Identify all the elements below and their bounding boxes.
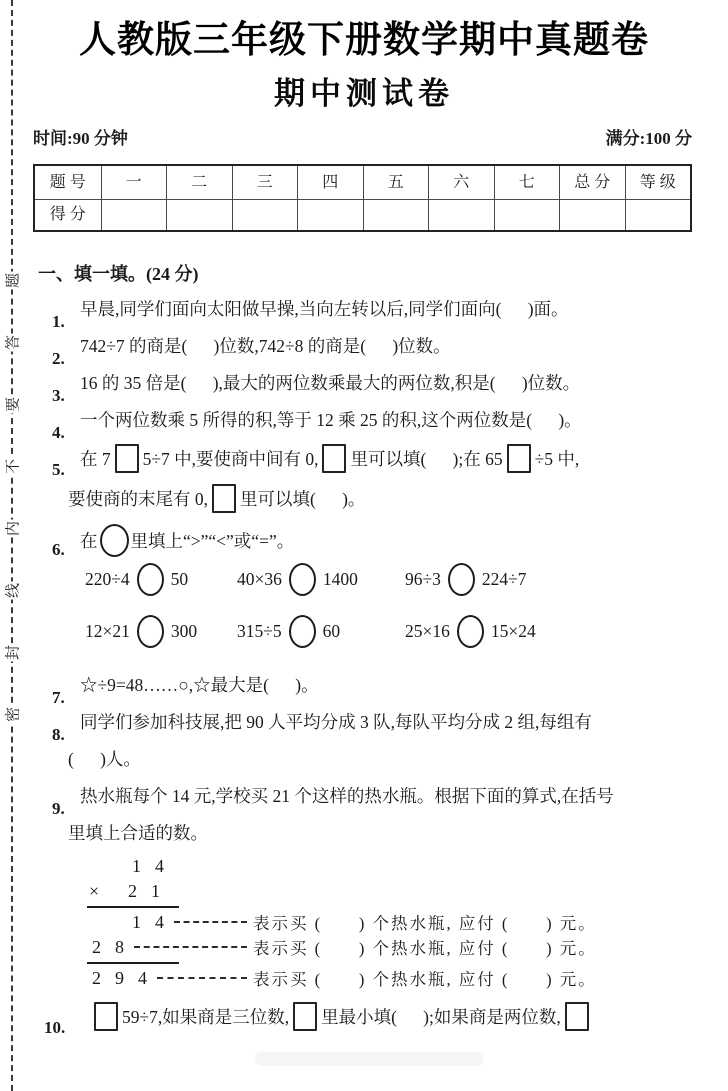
- dash-leader: [174, 921, 247, 923]
- digit: 1: [151, 880, 160, 901]
- question-list: [38, 296, 704, 1037]
- digit: 1: [132, 855, 141, 876]
- score-table-cell-empty: [101, 200, 167, 230]
- score-table-cell-empty: [625, 200, 691, 230]
- annotation-text: 表示买 ( ) 个热水瓶, 应付 ( ) 元。: [253, 970, 597, 990]
- scan-artifact: [255, 1052, 483, 1066]
- question-line: [38, 820, 704, 846]
- comparison-item: [85, 615, 197, 648]
- mult-digits: [85, 968, 253, 989]
- exam-info-row: [0, 124, 728, 149]
- score-table-cell: 三: [232, 166, 298, 200]
- score-table-cell: 四: [297, 166, 363, 200]
- comparison-left-expression: 96÷3: [405, 568, 441, 589]
- score-table-cell-empty: [297, 200, 363, 230]
- seal-char: 内: [0, 520, 27, 538]
- score-table-cell-empty: [166, 200, 232, 230]
- comparison-item: [405, 615, 536, 648]
- dash-leader: [134, 946, 247, 948]
- compare-circle: [137, 615, 164, 648]
- annotation-text: 表示买 ( ) 个热水瓶, 应付 ( ) 元。: [253, 914, 597, 934]
- question-2: [38, 333, 704, 368]
- question-line: [38, 524, 704, 557]
- score-table-row: [35, 166, 690, 200]
- seal-dashed-line: [11, 0, 13, 1091]
- mult-digits: [85, 937, 253, 958]
- score-table-cell-empty: [428, 200, 494, 230]
- question-number: 6.: [52, 539, 65, 559]
- fill-box: [565, 1002, 589, 1031]
- score-table-cell: 五: [363, 166, 429, 200]
- question-number: 4.: [52, 422, 65, 442]
- mult-digits: [85, 912, 253, 933]
- question-1: [38, 296, 704, 331]
- question-line: [38, 709, 704, 735]
- digit: 4: [155, 911, 164, 932]
- mult-row-product: [85, 966, 704, 991]
- comparison-left-expression: 315÷5: [237, 620, 282, 641]
- compare-circle: [289, 615, 316, 648]
- score-table: [33, 164, 692, 232]
- question-3: [38, 370, 704, 405]
- question-text: 在 7: [80, 448, 111, 469]
- digit: 9: [115, 967, 124, 988]
- digit: 2: [92, 936, 101, 957]
- digit: 1: [132, 911, 141, 932]
- question-text: 5÷7 中,要使商中间有 0,: [142, 448, 319, 469]
- score-table-cell-empty: [363, 200, 429, 230]
- question-text: 里可以填( )。: [240, 488, 366, 509]
- compare-circle: [457, 615, 484, 648]
- seal-strip: [0, 0, 28, 1091]
- question-number: 2.: [52, 348, 65, 368]
- seal-char: 线: [0, 582, 27, 600]
- score-table-cell: 二: [166, 166, 232, 200]
- score-table-cell: 六: [428, 166, 494, 200]
- score-table-cell-empty: [559, 200, 625, 230]
- mult-digits: [85, 856, 253, 877]
- question-text: 同学们参加科技展,把 90 人平均分成 3 队,每队平均分成 2 组,每组有: [80, 711, 592, 732]
- question-number: 9.: [52, 798, 65, 818]
- question-line: [38, 370, 704, 396]
- question-text: ☆÷9=48……○,☆最大是( )。: [80, 674, 319, 695]
- comparison-right-expression: 1400: [322, 568, 358, 589]
- section-one: [38, 263, 704, 1037]
- seal-char: 封: [0, 644, 27, 662]
- digit: 8: [115, 936, 124, 957]
- seal-char: 题: [0, 272, 27, 290]
- question-line: [38, 444, 704, 473]
- question-text: 里最小填( );如果商是两位数,: [321, 1006, 561, 1027]
- digit: 4: [138, 967, 147, 988]
- question-text: 一个两位数乘 5 所得的积,等于 12 乘 25 的积,这个两位数是( )。: [80, 409, 582, 430]
- time-limit-label: 时间:90 分钟: [33, 128, 128, 148]
- compare-circle: [289, 563, 316, 596]
- question-9: [38, 783, 704, 846]
- annotation-text: 表示买 ( ) 个热水瓶, 应付 ( ) 元。: [253, 939, 597, 959]
- seal-char: 要: [0, 396, 27, 414]
- question-line: [38, 407, 704, 433]
- comparison-item: [237, 615, 340, 648]
- question-line: [38, 672, 704, 698]
- question-text: 里填上“>”“<”或“=”。: [130, 530, 295, 551]
- score-table-cell-empty: [494, 200, 560, 230]
- seal-char: 密: [0, 706, 27, 724]
- fill-box: [507, 444, 531, 473]
- mult-row-partial1: [85, 910, 704, 935]
- question-text: 在: [80, 530, 98, 551]
- comparison-left-expression: 40×36: [237, 568, 282, 589]
- question-text: ( )人。: [68, 748, 141, 769]
- comparison-left-expression: 220÷4: [85, 568, 130, 589]
- mult-digits: [85, 881, 253, 902]
- digit: 2: [92, 967, 101, 988]
- question-number: 3.: [52, 385, 65, 405]
- question-line: [38, 1002, 704, 1031]
- score-table-cell-empty: [232, 200, 298, 230]
- seal-char: 不: [0, 458, 27, 476]
- digit: 4: [155, 855, 164, 876]
- question-text: ÷5 中,: [534, 448, 580, 469]
- question-6: [38, 524, 704, 557]
- multiplication-rule-line: [87, 906, 179, 908]
- question-text: 里可以填( );在 65: [350, 448, 503, 469]
- question-4: [38, 407, 704, 442]
- question-text: 早晨,同学们面向太阳做早操,当向左转以后,同学们面向( )面。: [80, 298, 569, 319]
- fill-box: [322, 444, 346, 473]
- comparison-right-expression: 15×24: [490, 620, 536, 641]
- question-line: [38, 484, 704, 513]
- question-text: 59÷7,如果商是三位数,: [122, 1006, 290, 1027]
- question-number: 8.: [52, 724, 65, 744]
- question-number: 10.: [44, 1017, 66, 1037]
- seal-char: 答: [0, 334, 27, 352]
- dash-leader: [157, 977, 247, 979]
- score-table-cell: 一: [101, 166, 167, 200]
- multiplication-rule-line: [87, 962, 179, 964]
- score-table-cell: 得 分: [49, 205, 86, 223]
- comparison-row: [38, 557, 704, 609]
- question-line: [38, 746, 704, 772]
- comparison-right-expression: 50: [170, 568, 189, 589]
- score-table-row: [35, 200, 690, 230]
- question-line: [38, 333, 704, 359]
- question-10: [38, 1002, 704, 1037]
- digit: 2: [128, 880, 137, 901]
- question-text: 742÷7 的商是( )位数,742÷8 的商是( )位数。: [80, 335, 451, 356]
- comparison-right-expression: 224÷7: [481, 568, 527, 589]
- question-number: 1.: [52, 311, 65, 331]
- score-table-cell: 题 号: [35, 166, 101, 200]
- score-table-cell: 总 分: [559, 166, 625, 200]
- comparison-item: [85, 563, 188, 596]
- multiply-sign: ×: [89, 880, 100, 901]
- question-text: 里填上合适的数。: [68, 822, 208, 843]
- question-5: [38, 444, 704, 513]
- question-7: [38, 672, 704, 707]
- compare-circle: [100, 524, 129, 557]
- question-text: 要使商的末尾有 0,: [68, 488, 208, 509]
- fill-box: [94, 1002, 118, 1031]
- comparison-left-expression: 25×16: [405, 620, 450, 641]
- comparison-left-expression: 12×21: [85, 620, 130, 641]
- comparison-item: [405, 563, 526, 596]
- fill-box: [293, 1002, 317, 1031]
- page-title: 人教版三年级下册数学期中真题卷: [79, 19, 649, 60]
- page-subtitle: 期中测试卷: [274, 76, 454, 112]
- full-score-label: 满分:100 分: [605, 128, 692, 148]
- question-line: [38, 783, 704, 809]
- question-line: [38, 296, 704, 322]
- question-text: 热水瓶每个 14 元,学校买 21 个这样的热水瓶。根据下面的算式,在括号: [80, 785, 614, 806]
- section-one-heading: 一、填一填。(24 分): [38, 263, 199, 284]
- comparison-right-expression: 60: [322, 620, 341, 641]
- comparison-row: [38, 609, 704, 661]
- score-table-cell: 七: [494, 166, 560, 200]
- mult-row-factor-top: [85, 854, 704, 879]
- mult-row-factor-bottom: [85, 879, 704, 904]
- comparison-item: [237, 563, 358, 596]
- compare-circle: [137, 563, 164, 596]
- question-8: [38, 709, 704, 772]
- fill-box: [115, 444, 139, 473]
- compare-circle: [448, 563, 475, 596]
- mult-row-partial2: [85, 935, 704, 960]
- comparison-right-expression: 300: [170, 620, 198, 641]
- question-number: 7.: [52, 687, 65, 707]
- question-text: 16 的 35 倍是( ),最大的两位数乘最大的两位数,积是( )位数。: [80, 372, 581, 393]
- question-number: 5.: [52, 459, 65, 479]
- fill-box: [212, 484, 236, 513]
- multiplication-work: [85, 854, 704, 991]
- score-table-cell: 等 级: [625, 166, 691, 200]
